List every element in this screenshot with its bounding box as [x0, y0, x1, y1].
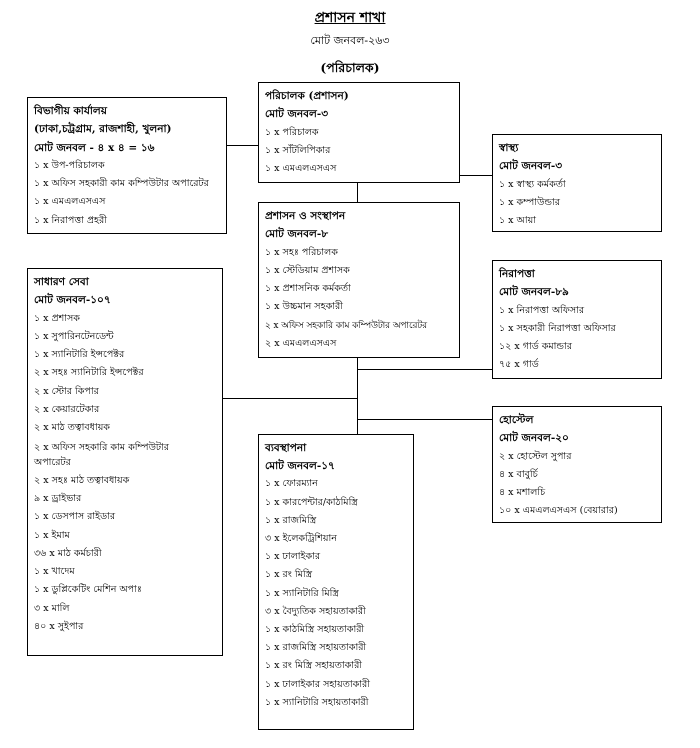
list-item: ১ x পরিচালক — [265, 126, 319, 138]
hostel-box — [492, 406, 662, 523]
list-item: ২ x মাঠ তত্বাবধায়ক — [34, 422, 110, 434]
list-item: ১ x অফিস সহকারী কাম কম্পিউটার অপারেটর — [34, 178, 209, 190]
list-item: ১ x স্যানিটারি ইন্সপেক্টর — [34, 349, 125, 361]
list-item: ৯ x ড্রাইভার — [34, 492, 82, 504]
list-item: ১ x ইমাম — [34, 529, 70, 541]
list-item: ১ x নিরাপত্তা প্রহরী — [34, 214, 107, 226]
list-item: ১ x ফোরম্যান — [265, 478, 318, 490]
list-item: ১ x খাদেম — [34, 566, 75, 578]
connector-line — [357, 369, 492, 370]
list-item: ২ x অফিস সহকারি কাম কম্পিউটার অপারেটর — [34, 441, 170, 468]
list-item: ৩ x মালি — [34, 602, 70, 614]
box-title: হোস্টেল — [499, 414, 534, 426]
director-admin-box — [258, 82, 460, 183]
list-item: ১ x এমএলএসএস — [265, 163, 337, 175]
list-item: ২ x সহঃ স্যানিটারি ইন্সপেক্টর — [34, 367, 144, 379]
list-item: ১২ x গার্ড কমান্ডার — [499, 341, 572, 353]
list-item: ১ x স্যানিটারি মিস্ত্রি — [265, 587, 339, 599]
total-manpower: মোট জনবল-২৬৩ — [310, 34, 390, 47]
list-item: ১ x সহকারী নিরাপত্তা অফিসার — [499, 322, 616, 334]
connector-line — [222, 398, 357, 399]
connector-line — [226, 145, 259, 146]
list-item: ২ x হোস্টেল সুপার — [499, 450, 572, 462]
box-title: প্রশাসন ও সংস্থাপন — [265, 210, 346, 222]
connector-line — [357, 419, 492, 420]
list-item: ৩ x বৈদ্যুতিক সহায়তাকারী — [265, 605, 366, 617]
list-item: ১ x রাজমিস্ত্রি — [265, 514, 317, 526]
connector-line — [357, 182, 358, 202]
list-item: ১ x কাঠমিস্ত্রি সহায়তাকারী — [265, 624, 365, 636]
list-item: ২ x এমএলএসএস — [265, 338, 337, 350]
list-item: ৭৫ x গার্ড — [499, 359, 539, 371]
page-title: প্রশাসন শাখা — [314, 10, 386, 26]
box-title: বিভাগীয় কার্যালয় — [34, 105, 107, 117]
list-item: ১ x ডুপ্লিকেটিং মেশিন অপাঃ — [34, 584, 142, 596]
list-item: ১ x ঢালাইকার সহায়তাকারী — [265, 678, 370, 690]
divisional-office-box — [27, 97, 227, 234]
list-item: ১ x রং মিস্ত্রি — [265, 569, 313, 581]
list-item: ১ x উপ-পরিচালক — [34, 159, 105, 171]
list-item: ১ x প্রশাসক — [34, 312, 80, 324]
box-title: সাধারণ সেবা — [34, 276, 89, 288]
health-box — [492, 134, 662, 232]
list-item: ৪ x মশালচি — [499, 487, 546, 499]
list-item: ১ x এমএলএসএস — [34, 196, 106, 208]
list-item: ১ x রং মিস্ত্রি সহায়তাকারী — [265, 660, 363, 672]
box-title: নিরাপত্তা — [499, 268, 535, 280]
list-item: ১ x স্যানিটারি সহায়তাকারী — [265, 696, 369, 708]
box-title: ব্যবস্থাপনা — [265, 442, 307, 454]
box-total: মোট জনবল-৮ — [265, 228, 329, 241]
list-item: ১ x স্বাস্থ্য কর্মকর্তা — [499, 178, 566, 190]
box-total: মোট জনবল-২০ — [499, 432, 569, 445]
list-item: ১ x প্রশাসনিক কর্মকর্তা — [265, 283, 351, 295]
list-item: ১ x নিরাপত্তা অফিসার — [499, 304, 585, 316]
list-item: ২ x সহঃ মাঠ তত্বাবধায়ক — [34, 474, 130, 486]
list-item: ১ x সাঁটলিপিকার — [265, 144, 331, 156]
box-title: স্বাস্থ্য — [499, 142, 519, 154]
security-box — [492, 260, 662, 379]
list-item: ৩ x ইলেকট্রিশিয়ান — [265, 533, 337, 545]
connector-line — [459, 175, 492, 176]
box-total: মোট জনবল-৮৯ — [499, 286, 569, 299]
box-title: পরিচালক (প্রশাসন) — [265, 90, 349, 102]
list-item: ১ x ডেসপাস রাইডার — [34, 511, 116, 523]
list-item: ১ x উচ্চমান সহকারী — [265, 301, 343, 313]
list-item: ১ x সুপারিনটেনডেন্ট — [34, 330, 114, 342]
box-total: মোট জনবল-১৭ — [265, 460, 335, 473]
list-item: ২ x কেয়ারটেকার — [34, 404, 100, 416]
list-item: ৪ x বাবুর্চি — [499, 468, 538, 480]
general-service-box — [27, 268, 223, 656]
box-total: মোট জনবল-৩ — [265, 108, 329, 121]
admin-establishment-box — [258, 202, 460, 358]
list-item: ২ x অফিস সহকারি কাম কম্পিউটার অপারেটর — [265, 320, 427, 331]
list-item: ৩৬ x মাঠ কর্মচারী — [34, 547, 102, 559]
box-total: মোট জনবল - ৪ x ৪ = ১৬ — [34, 141, 155, 154]
box-total: মোট জনবল-১০৭ — [34, 294, 111, 307]
list-item: ১ x স্টেডিয়াম প্রশাসক — [265, 264, 350, 276]
list-item: ৪০ x সুইপার — [34, 621, 84, 633]
box-total: মোট জনবল-৩ — [499, 160, 563, 173]
list-item: ১ x আয়া — [499, 215, 536, 227]
list-item: ১ x ঢালাইকার — [265, 551, 321, 563]
list-item: ১০ x এমএলএসএস (বেয়ারার) — [499, 505, 618, 517]
list-item: ১ x রাজমিস্ত্রি সহায়তাকারী — [265, 642, 367, 654]
management-box — [258, 434, 414, 730]
list-item: ১ x কম্পাউন্ডার — [499, 196, 560, 208]
list-item: ১ x কারপেন্টার/কাঠমিস্ত্রি — [265, 496, 358, 508]
box-subtitle: (ঢাকা,চট্রগ্রাম, রাজশাহী, খুলনা) — [34, 123, 172, 136]
list-item: ২ x স্টোর কিপার — [34, 385, 99, 397]
list-item: ১ x সহঃ পরিচালক — [265, 246, 338, 258]
director-heading: (পরিচালক) — [320, 60, 380, 75]
